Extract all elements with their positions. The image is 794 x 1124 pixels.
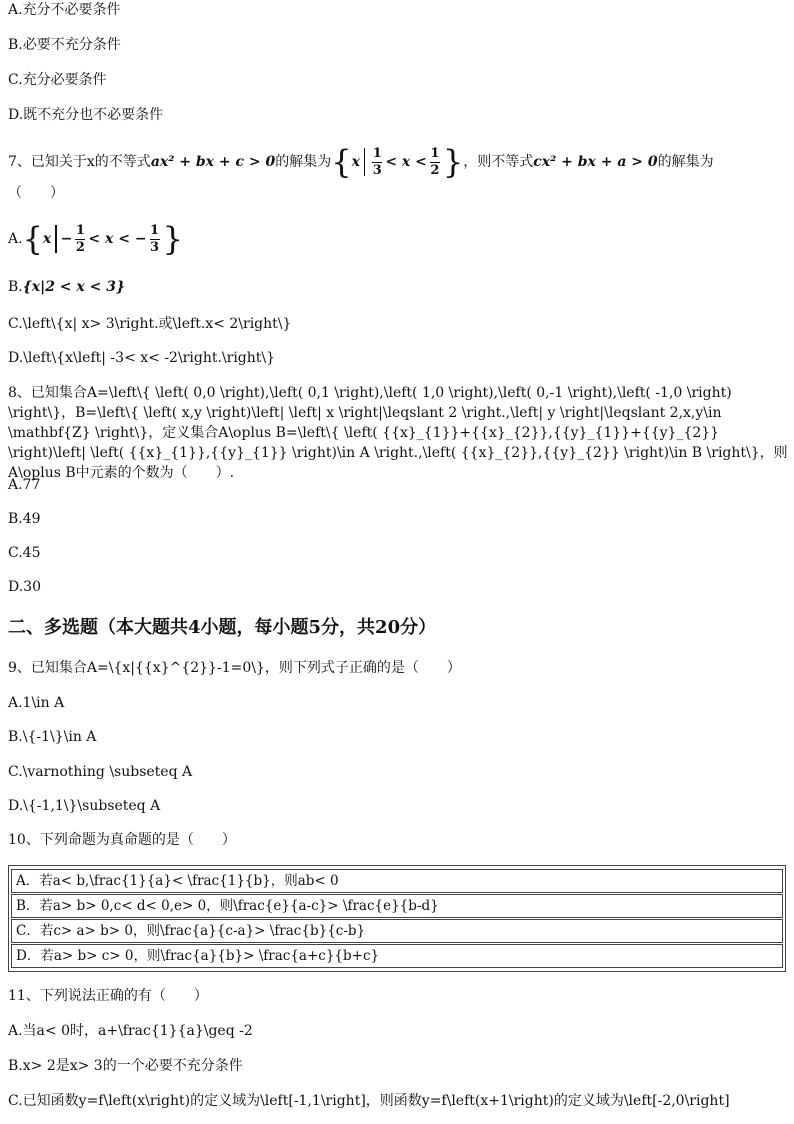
q7-option-a <box>8 219 183 259</box>
q7-option-a-label: A. <box>8 231 23 247</box>
q7-option-a-right-brace: } <box>162 220 183 258</box>
q7-option-a-var: x <box>42 231 52 247</box>
q11-question: 11、下列说法正确的有（ ） <box>8 988 208 1004</box>
q8-option-a: A.77 <box>8 477 41 493</box>
q7-inequality-2: cx² + bx + a > 0 <box>533 154 658 170</box>
q7-set-var: x <box>351 154 360 170</box>
q7-option-d: D.\left\{x\left| -3< x< -2\right.\right\} <box>8 350 276 366</box>
q11-option-c: C.已知函数y=f\left(x\right)的定义域为\left[-1,1\right]，则函数y=f\left(x+1\right)的定义域为\left[-2,0\right] <box>8 1093 730 1109</box>
q7-fraction-2-den: 2 <box>430 162 440 178</box>
q7-option-c: C.\left\{x| x> 3\right.或\left.x< 2\right\} <box>8 316 292 332</box>
q6-option-d: D.既不充分也不必要条件 <box>8 107 164 123</box>
q10-question: 10、下列命题为真命题的是（ ） <box>8 832 236 848</box>
q7-option-b-label: B. <box>8 279 23 295</box>
q9-option-c: C.\varnothing \subseteq A <box>8 764 193 780</box>
q7-option-a-fraction-1 <box>75 224 85 255</box>
q7-fraction-2-num: 1 <box>430 145 440 161</box>
q9-question: 9、已知集合A=\{x|{{x}^{2}}-1=0\}，则下列式子正确的是（ ） <box>8 660 461 676</box>
q11-option-a: A.当a< 0时，a+\frac{1}{a}\geq -2 <box>8 1023 253 1039</box>
q7-fraction-2 <box>430 147 440 178</box>
q7-mid2: ，则不等式 <box>463 154 534 170</box>
q7-fraction-1-num: 1 <box>372 145 382 161</box>
q7-suffix: 的解集为 <box>657 154 714 170</box>
q10-option-d: D．若a> b> c> 0，则\frac{a}{b}> \frac{a+c}{b+c} <box>11 944 783 968</box>
q10-options-table <box>8 865 786 972</box>
q7-set-right-brace: } <box>442 143 464 181</box>
q7-set-bar <box>364 148 365 176</box>
q7-inequality-1: ax² + bx + c > 0 <box>150 154 276 170</box>
q7-range: < x < <box>385 154 427 170</box>
q7-option-a-f1-den: 2 <box>75 239 85 255</box>
q7-option-a-f2-num: 1 <box>150 222 160 238</box>
q7-prefix: 7、已知关于x的不等式 <box>8 154 151 170</box>
q7-option-b <box>8 278 125 296</box>
q6-option-a: A.充分不必要条件 <box>8 2 121 18</box>
q10-option-c: C．若c> a> b> 0，则\frac{a}{c-a}> \frac{b}{c-b} <box>11 919 783 943</box>
q7-option-a-range: < x < − <box>88 231 147 247</box>
q6-option-c: C.充分必要条件 <box>8 72 107 88</box>
q7-option-b-text: {x|2 < x < 3} <box>22 279 125 295</box>
q9-option-d: D.\{-1,1\}\subseteq A <box>8 798 161 814</box>
q7-option-a-minus: − <box>60 231 73 247</box>
q7-option-a-f1-num: 1 <box>75 222 85 238</box>
q9-option-b: B.\{-1\}\in A <box>8 729 97 745</box>
q10-option-a: A．若a< b,\frac{1}{a}< \frac{1}{b}，则ab< 0 <box>11 869 783 893</box>
q7-set-left-brace: { <box>331 143 352 181</box>
q7-mid1: 的解集为 <box>275 154 332 170</box>
q7-option-a-fraction-2 <box>150 224 160 255</box>
q7-option-a-bar <box>55 225 56 253</box>
q8-option-d: D.30 <box>8 579 41 595</box>
q11-option-b: B.x> 2是x> 3的一个必要不充分条件 <box>8 1058 243 1074</box>
q8-option-c: C.45 <box>8 545 41 561</box>
q7-question <box>8 142 714 182</box>
q7-blank: （ ） <box>8 185 64 201</box>
q9-option-a: A.1\in A <box>8 695 65 711</box>
q8-question: 8、已知集合A=\left\{ \left( 0,0 \right),\left( 0,1 \right),\left( 1,0 \right),\left( 0,-1 \right),\left( -1,0 \right) \right\}，B=\left\{ \left( x,y \right)\left| \left| x \right|\leqslant 2 \right.,\left| y \right|\leqslant 2,x,y\in \mathbf{Z} \right\}，定义集合A\oplus B=\left\{ \left( {{x}_{1}}+{{x}_{2}},{{y}_{1}}+{{y}_{2}} \right)\left| \left( {{x}_{1}},{{y}_{1}} \right)\in A \right.,\left( {{x}_{2}},{{y}_{2}} \right)\in B \right\}，则A\oplus B中元素的个数为（ ）. <box>8 385 788 481</box>
q7-option-a-f2-den: 3 <box>150 239 160 255</box>
q6-option-b: B.必要不充分条件 <box>8 37 121 53</box>
q8-option-b: B.49 <box>8 511 41 527</box>
q7-fraction-1 <box>372 147 382 178</box>
q10-option-b: B．若a> b> 0,c< d< 0,e> 0，则\frac{e}{a-c}> \frac{e}{b-d} <box>11 894 783 918</box>
section-heading: 二、多选题（本大题共4小题，每小题5分，共20分） <box>8 617 437 638</box>
q7-option-a-left-brace: { <box>22 220 43 258</box>
q7-fraction-1-den: 3 <box>372 162 382 178</box>
